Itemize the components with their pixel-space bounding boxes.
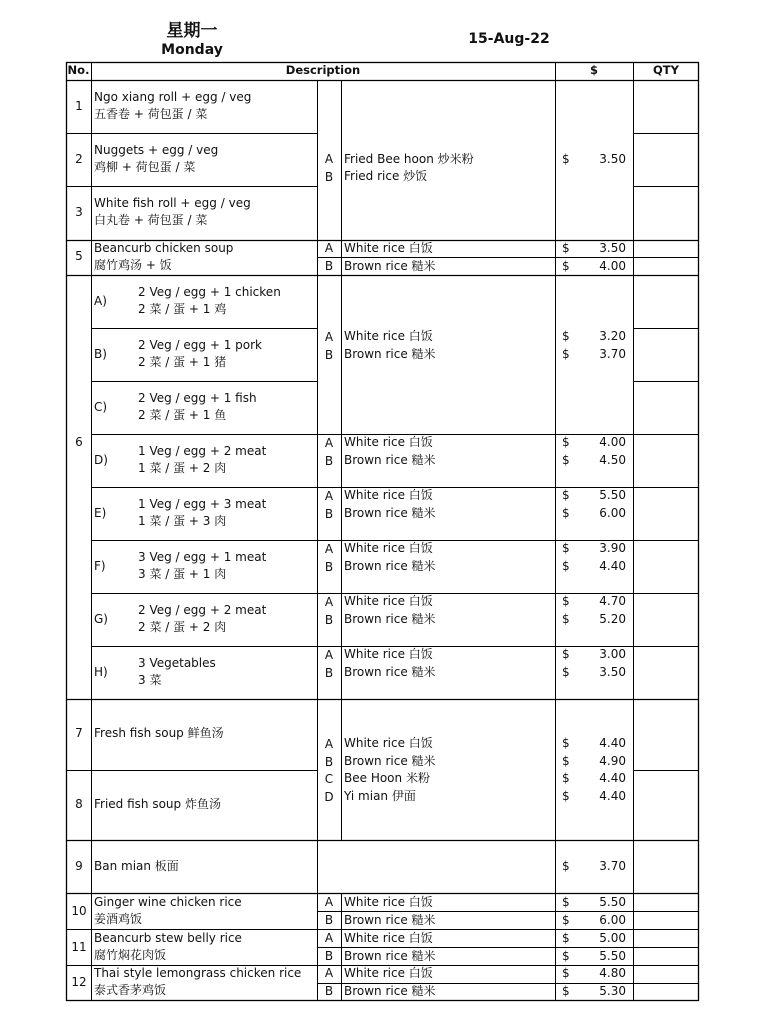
option-label: Brown rice 糙米 [344, 913, 436, 927]
item-name-en: Beancurb chicken soup [94, 241, 234, 255]
header-no: No. [67, 63, 90, 77]
sub-item-label: C) [94, 400, 108, 414]
row-number: 1 [75, 99, 83, 113]
header-qty: QTY [653, 63, 679, 77]
currency-sign: $ [562, 966, 570, 980]
price: 6.00 [599, 506, 626, 520]
sub-item-label: F) [94, 559, 106, 573]
item-name: Fresh fish soup 鲜鱼汤 [94, 726, 224, 740]
item-name-cn: 鸡柳 + 荷包蛋 / 菜 [94, 160, 196, 174]
option-label: Brown rice 糙米 [344, 665, 436, 679]
option-label: White rice 白饭 [344, 329, 433, 343]
item-name-cn: 五香卷 + 荷包蛋 / 菜 [94, 107, 208, 121]
option-letter: A [324, 966, 334, 980]
option-label: White rice 白饭 [344, 594, 433, 608]
item-name-cn: 2 菜 / 蛋 + 1 鱼 [138, 408, 227, 422]
item-name-en: Ginger wine chicken rice [94, 895, 242, 909]
row-number: 8 [75, 797, 83, 811]
option-label: Brown rice 糙米 [344, 612, 436, 626]
currency-sign: $ [562, 488, 570, 502]
option-label: White rice 白饭 [344, 966, 433, 980]
item-name-cn: 姜酒鸡饭 [94, 912, 143, 926]
option-letter: A [324, 542, 334, 556]
price: 5.50 [599, 488, 626, 502]
row-number: 7 [75, 726, 83, 740]
option-letter: B [324, 259, 334, 273]
option-label: Yi mian 伊面 [344, 789, 416, 803]
option-label: White rice 白饭 [344, 435, 433, 449]
option-label: Fried Bee hoon 炒米粉 [344, 152, 474, 166]
option-letter: A [324, 737, 334, 751]
row-number: 2 [75, 152, 83, 166]
currency-sign: $ [562, 347, 570, 361]
item-name: Ban mian 板面 [94, 859, 179, 873]
currency-sign: $ [562, 665, 570, 679]
currency-sign: $ [562, 541, 570, 555]
currency-sign: $ [562, 931, 570, 945]
currency-sign: $ [562, 949, 570, 963]
option-letter: A [324, 648, 334, 662]
option-label: White rice 白饭 [344, 241, 433, 255]
price: 4.00 [599, 435, 626, 449]
option-letter: A [324, 241, 334, 255]
weekday-english: Monday [161, 42, 223, 58]
item-name-en: Nuggets + egg / veg [94, 143, 219, 157]
sub-item-label: E) [94, 506, 107, 520]
price: 5.20 [599, 612, 626, 626]
currency-sign: $ [562, 789, 570, 803]
price: 3.00 [599, 647, 626, 661]
item-name-cn: 2 菜 / 蛋 + 2 肉 [138, 620, 227, 634]
currency-sign: $ [562, 736, 570, 750]
header-price: $ [589, 63, 598, 77]
currency-sign: $ [562, 259, 570, 273]
option-label: Brown rice 糙米 [344, 506, 436, 520]
currency-sign: $ [562, 594, 570, 608]
option-letter: A [324, 931, 334, 945]
option-label: Bee Hoon 米粉 [344, 771, 430, 785]
price: 6.00 [599, 913, 626, 927]
price: 3.50 [599, 665, 626, 679]
option-letter: B [324, 949, 334, 963]
item-name-cn: 泰式香茅鸡饭 [94, 983, 167, 997]
price: 4.40 [599, 736, 626, 750]
row-number: 12 [71, 975, 87, 989]
price: 4.50 [599, 453, 626, 467]
currency-sign: $ [562, 859, 570, 873]
option-label: Brown rice 糙米 [344, 559, 436, 573]
option-label: White rice 白饭 [344, 736, 433, 750]
option-letter: B [324, 348, 334, 362]
row-number: 11 [71, 940, 87, 954]
item-name-en: 3 Veg / egg + 1 meat [138, 550, 267, 564]
currency-sign: $ [562, 506, 570, 520]
price: 4.40 [599, 789, 626, 803]
item-name-en: 3 Vegetables [138, 656, 216, 670]
row-number: 6 [75, 435, 83, 449]
price: 3.90 [599, 541, 626, 555]
option-label: White rice 白饭 [344, 488, 433, 502]
option-letter: C [324, 772, 334, 786]
price: 4.70 [599, 594, 626, 608]
price: 4.00 [599, 259, 626, 273]
item-name-cn: 白丸卷 + 荷包蛋 / 菜 [94, 213, 208, 227]
option-letter: B [324, 507, 334, 521]
option-letter: B [324, 913, 334, 927]
currency-sign: $ [562, 771, 570, 785]
row-number: 9 [75, 859, 83, 873]
option-letter: A [324, 595, 334, 609]
item-name-en: White fish roll + egg / veg [94, 196, 251, 210]
option-label: Brown rice 糙米 [344, 754, 436, 768]
item-name-en: 2 Veg / egg + 1 fish [138, 391, 257, 405]
price: 4.80 [599, 966, 626, 980]
price: 4.40 [599, 771, 626, 785]
item-name-cn: 1 菜 / 蛋 + 3 肉 [138, 514, 227, 528]
option-label: Fried rice 炒饭 [344, 169, 428, 183]
item-name-cn: 2 菜 / 蛋 + 1 猪 [138, 355, 227, 369]
option-label: White rice 白饭 [344, 647, 433, 661]
option-letter: B [324, 170, 334, 184]
sub-item-label: G) [94, 612, 108, 626]
item-name-cn: 3 菜 / 蛋 + 1 肉 [138, 567, 227, 581]
option-letter: B [324, 454, 334, 468]
currency-sign: $ [562, 241, 570, 255]
option-letter: B [324, 984, 334, 998]
sub-item-label: A) [94, 294, 107, 308]
currency-sign: $ [562, 895, 570, 909]
weekday-chinese: 星期一 [166, 21, 218, 41]
item-name-cn: 2 菜 / 蛋 + 1 鸡 [138, 302, 227, 316]
price: 3.50 [599, 152, 626, 166]
item-name-en: Ngo xiang roll + egg / veg [94, 90, 252, 104]
currency-sign: $ [562, 612, 570, 626]
option-label: Brown rice 糙米 [344, 949, 436, 963]
item-name-cn: 腐竹焖花肉饭 [94, 948, 167, 962]
item-name-en: 1 Veg / egg + 3 meat [138, 497, 267, 511]
option-label: White rice 白饭 [344, 895, 433, 909]
row-number: 10 [71, 904, 87, 918]
item-name-en: Thai style lemongrass chicken rice [94, 966, 302, 980]
price: 3.70 [599, 859, 626, 873]
item-name-en: 2 Veg / egg + 1 pork [138, 338, 262, 352]
currency-sign: $ [562, 647, 570, 661]
row-number: 5 [75, 249, 83, 263]
price: 4.40 [599, 559, 626, 573]
currency-sign: $ [562, 913, 570, 927]
option-letter: A [324, 489, 334, 503]
item-name-cn: 3 菜 [138, 673, 162, 687]
item-name-cn: 1 菜 / 蛋 + 2 肉 [138, 461, 227, 475]
option-label: White rice 白饭 [344, 541, 433, 555]
currency-sign: $ [562, 453, 570, 467]
option-letter: B [324, 613, 334, 627]
option-letter: A [324, 330, 334, 344]
option-letter: B [324, 755, 334, 769]
currency-sign: $ [562, 152, 570, 166]
option-label: Brown rice 糙米 [344, 347, 436, 361]
currency-sign: $ [562, 754, 570, 768]
currency-sign: $ [562, 435, 570, 449]
sub-item-label: B) [94, 347, 107, 361]
currency-sign: $ [562, 984, 570, 998]
currency-sign: $ [562, 329, 570, 343]
menu-date: 15-Aug-22 [468, 31, 550, 47]
option-letter: A [324, 436, 334, 450]
price: 5.50 [599, 895, 626, 909]
sub-item-label: H) [94, 665, 108, 679]
option-letter: B [324, 560, 334, 574]
price: 3.20 [599, 329, 626, 343]
option-label: Brown rice 糙米 [344, 453, 436, 467]
option-label: White rice 白饭 [344, 931, 433, 945]
option-letter: D [324, 790, 334, 804]
price: 5.30 [599, 984, 626, 998]
currency-sign: $ [562, 559, 570, 573]
item-name-en: 2 Veg / egg + 2 meat [138, 603, 267, 617]
option-letter: A [324, 152, 334, 166]
option-label: Brown rice 糙米 [344, 259, 436, 273]
header-description: Description [285, 63, 361, 77]
item-name-en: 1 Veg / egg + 2 meat [138, 444, 267, 458]
row-number: 3 [75, 205, 83, 219]
price: 3.50 [599, 241, 626, 255]
price: 4.90 [599, 754, 626, 768]
item-name: Fried fish soup 炸鱼汤 [94, 797, 221, 811]
sub-item-label: D) [94, 453, 108, 467]
price: 5.50 [599, 949, 626, 963]
price: 5.00 [599, 931, 626, 945]
price: 3.70 [599, 347, 626, 361]
item-name-en: 2 Veg / egg + 1 chicken [138, 285, 281, 299]
option-letter: A [324, 895, 334, 909]
option-letter: B [324, 666, 334, 680]
item-name-en: Beancurb stew belly rice [94, 931, 242, 945]
option-label: Brown rice 糙米 [344, 984, 436, 998]
item-name-cn: 腐竹鸡汤 + 饭 [94, 258, 172, 272]
